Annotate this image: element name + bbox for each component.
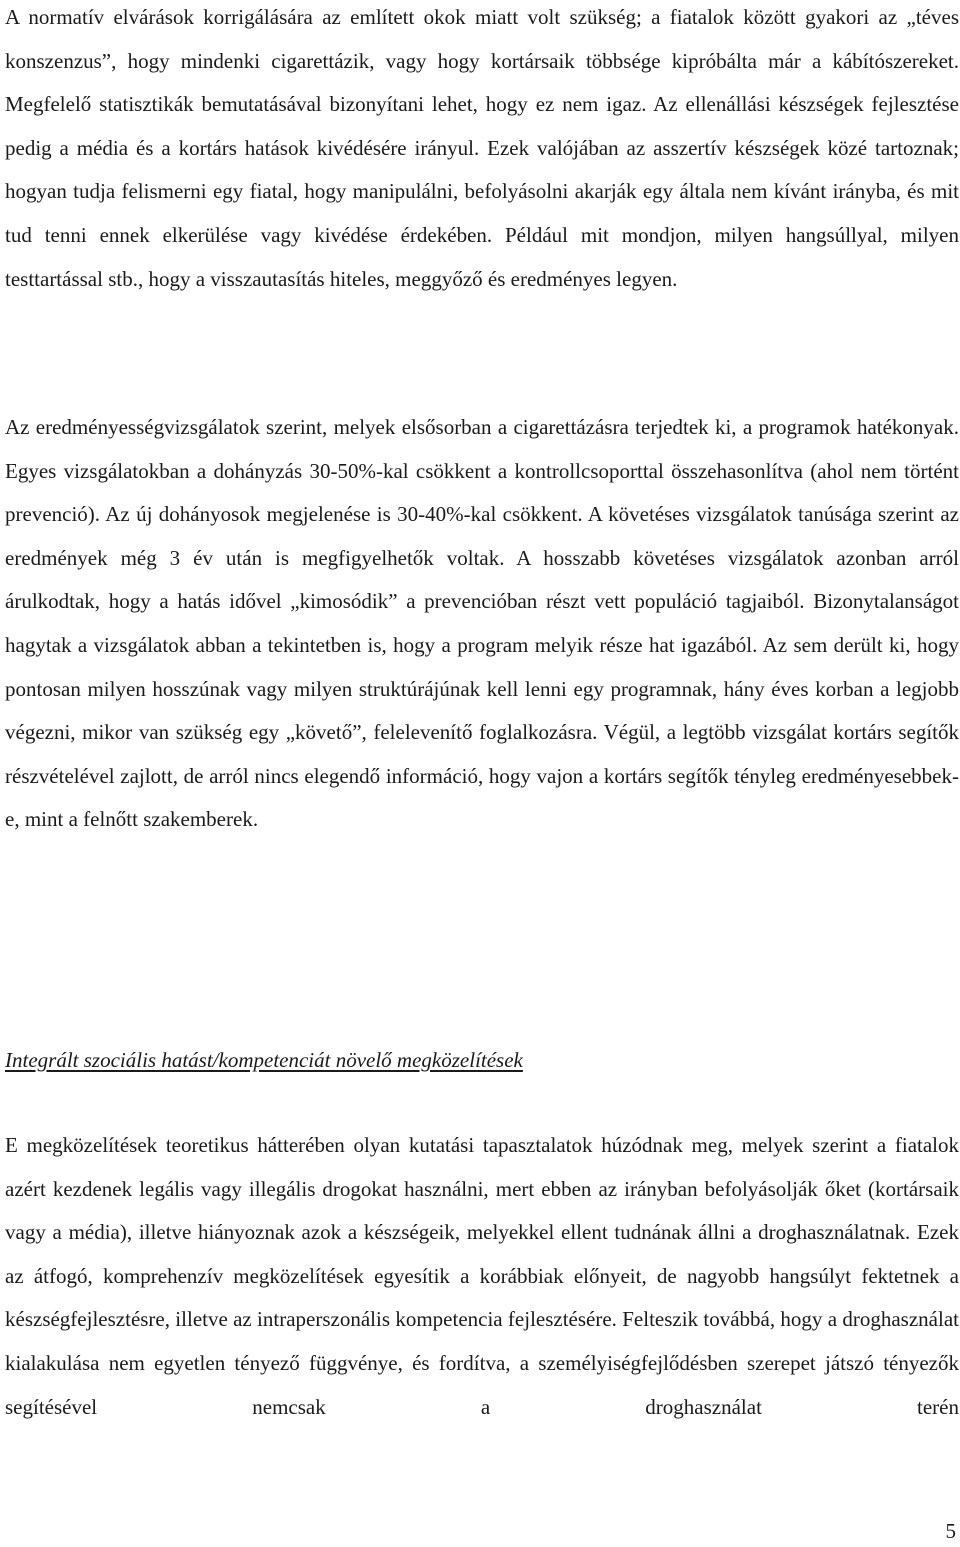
section-heading: Integrált szociális hatást/kompetenciát növelő megközelítések: [5, 1048, 523, 1072]
paragraph-integrated-approaches: E megközelítések teoretikus hátterében olyan kutatási tapasztalatok húzódnak meg, melyek szerint a fiatalok azért kezdenek legális vagy illegális drogokat használni, mert ebben az irányban befolyásolják őket (kortársaik vagy a média), illetve hiányoznak azok a készségeik, melyekkel ellent tudnának állni a droghasználatnak. Ezek az átfogó, komprehenzív megközelítések egyesítik a korábbiak előnyeit, de nagyobb hangsúlyt fektetnek a készségfejlesztésre, illetve az intraperszonális kompetencia fejlesztésére. Felteszik továbbá, hogy a droghasználat kialakulása nem egyetlen tényező függvénye, és fordítva, a személyiségfejlődésben szerepet játszó tényezők segítésével nemcsak a droghasználat terén: [5, 1133, 959, 1419]
paragraph-normative-expectations: A normatív elvárások korrigálására az említett okok miatt volt szükség; a fiatalok között gyakori az „téves konszenzus”, hogy mindenki cigarettázik, vagy hogy kortársaik többsége kipróbálta már a kábítószereket. Megfelelő statisztikák bemutatásával bizonyítani lehet, hogy ez nem igaz. Az ellenállási készségek fejlesztése pedig a média és a kortárs hatások kivédésére irányul. Ezek valójában az asszertív készségek közé tartoznak; hogyan tudja felismerni egy fiatal, hogy manipulálni, befolyásolni akarják egy általa nem kívánt irányba, és mit tud tenni ennek elkerülése vagy kivédése érdekében. Például mit mondjon, milyen hangsúllyal, milyen testtartással stb., hogy a visszautasítás hiteles, meggyőző és eredményes legyen.: [5, 5, 959, 291]
paragraph-effectiveness-studies: Az eredményességvizsgálatok szerint, melyek elsősorban a cigarettázásra terjedtek ki, a programok hatékonyak. Egyes vizsgálatokban a dohányzás 30-50%-kal csökkent a kontrollcsoporttal összehasonlítva (ahol nem történt prevenció). Az új dohányosok megjelenése is 30-40%-kal csökkent. A követéses vizsgálatok tanúsága szerint az eredmények még 3 év után is megfigyelhetők voltak. A hosszabb követéses vizsgálatok azonban arról árulkodtak, hogy a hatás idővel „kimosódik” a prevencióban részt vett populáció tagjaiból. Bizonytalanságot hagytak a vizsgálatok abban a tekintetben is, hogy a program melyik része hat igazából. Az sem derült ki, hogy pontosan milyen hosszúnak vagy milyen struktúrájúnak kell lenni egy programnak, hány éves korban a legjobb végezni, mikor van szükség egy „követő”, felelevenítő foglalkozásra. Végül, a legtöbb vizsgálat kortárs segítők részvételével zajlott, de arról nincs elegendő információ, hogy vajon a kortárs segítők tényleg eredményesebbek-e, mint a felnőtt szakemberek.: [5, 415, 959, 832]
page-number: 5: [945, 1519, 956, 1543]
